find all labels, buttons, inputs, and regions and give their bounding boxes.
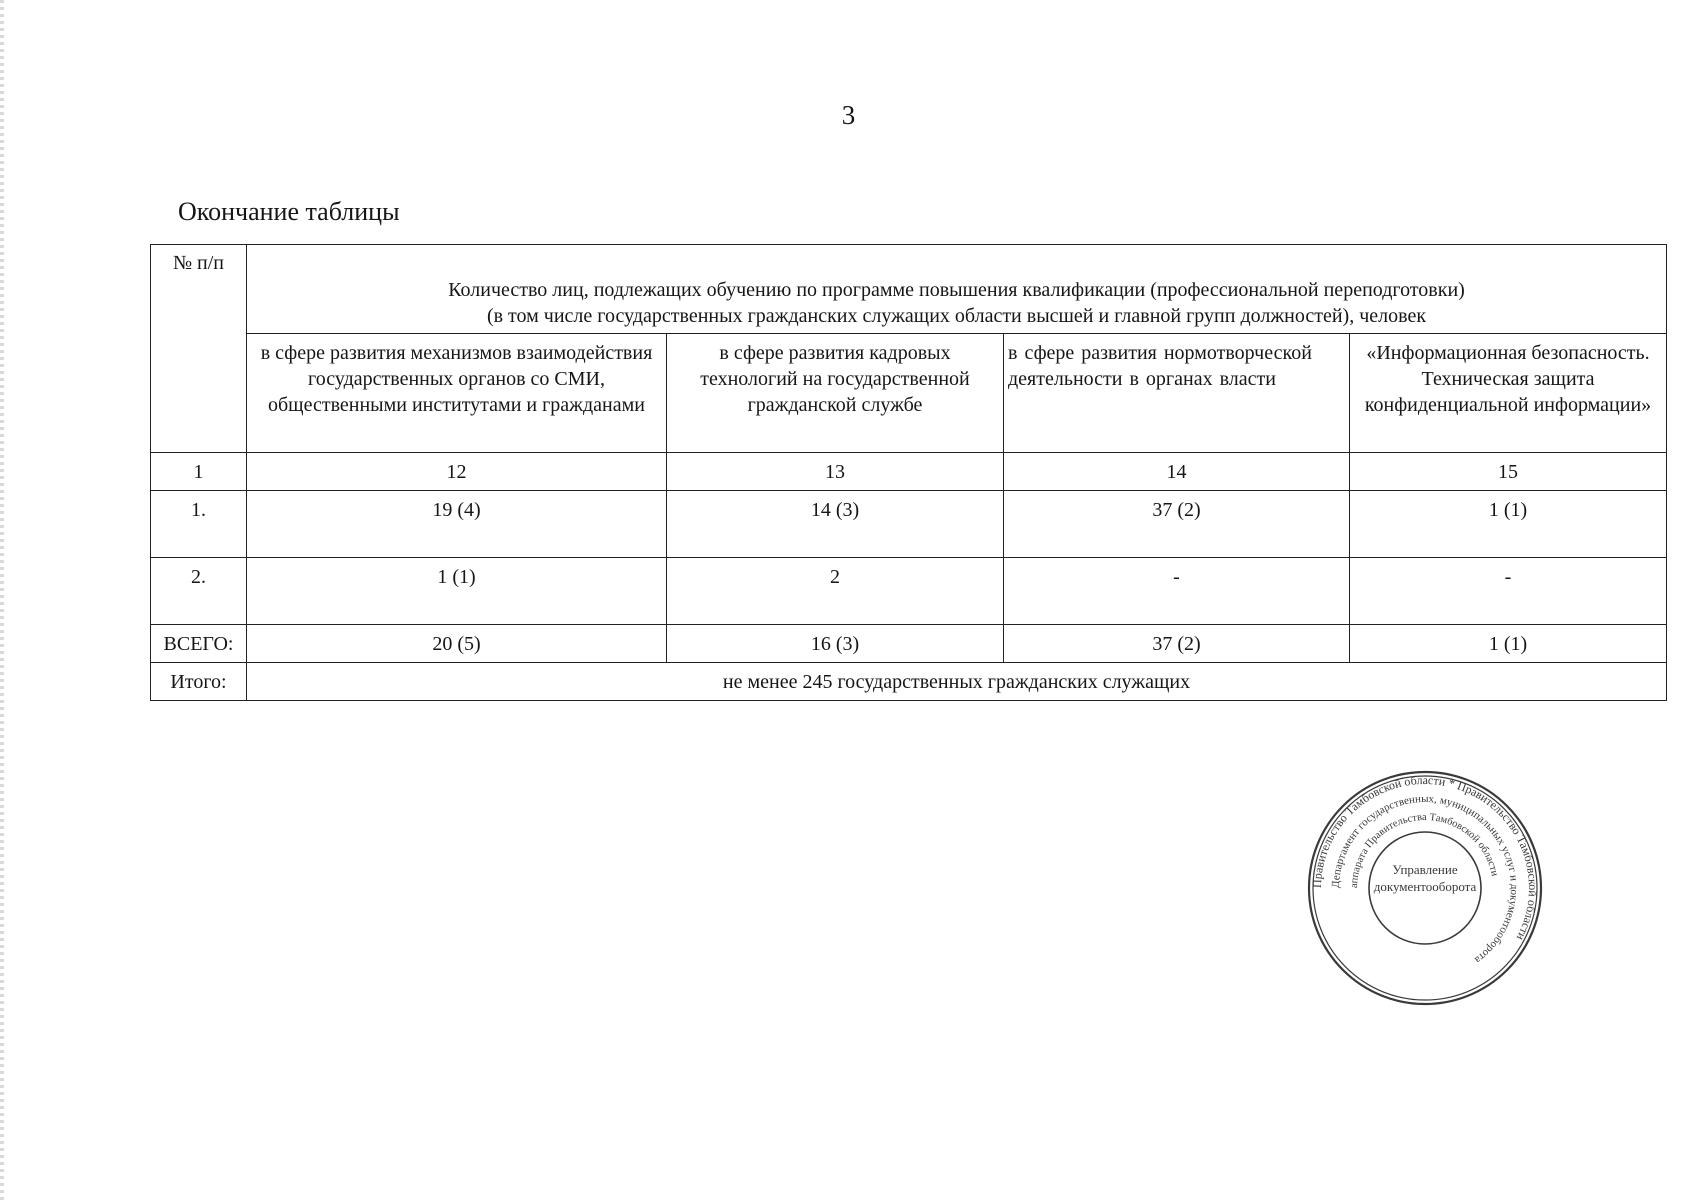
total-value: 20 (5)	[247, 625, 667, 663]
main-header-line1: Количество лиц, подлежащих обучению по программе повышения квалификации (профессиональной переподготовки)	[448, 279, 1465, 301]
total-label: ВСЕГО:	[151, 625, 247, 663]
num-header-cell	[151, 245, 247, 453]
grand-total-row	[151, 663, 1667, 701]
row-value: -	[1004, 558, 1350, 625]
seal-center-text	[1305, 861, 1545, 895]
seal-center-line1: Управление	[1392, 862, 1458, 877]
seal-middle-textpath: Департамент государственных, муниципальных услуг и документооборота	[1329, 792, 1521, 966]
total-row	[151, 625, 1667, 663]
table-row	[151, 558, 1667, 625]
subheader-col13: в сфере развития кадровых технологий на государственной гражданской службе	[667, 334, 1004, 453]
num-header: № п/п	[172, 252, 225, 274]
seal-center-line2: документооборота	[1373, 879, 1477, 894]
seal-inner-textpath: аппарата Правительства Тамбовской области	[1348, 811, 1500, 889]
column-number: 14	[1004, 453, 1350, 491]
row-value: 37 (2)	[1004, 491, 1350, 558]
training-table	[150, 244, 1667, 701]
row-label: 2.	[151, 558, 247, 625]
seal-outer-textpath: Правительство Тамбовской области * Правительство Тамбовской области	[1309, 772, 1541, 943]
main-header-line2: (в том числе государственных гражданских служащих области высшей и главной групп должностей), человек	[486, 305, 1427, 327]
grand-total-text: не менее 245 государственных гражданских служащих	[247, 663, 1667, 701]
subheader-col12: в сфере развития механизмов взаимодействия государственных органов со СМИ, общественными институтами и гражданами	[247, 334, 667, 453]
column-number-row	[151, 453, 1667, 491]
table-subheader-row	[151, 334, 1667, 453]
column-number: 13	[667, 453, 1004, 491]
row-label: 1.	[151, 491, 247, 558]
row-value: 19 (4)	[247, 491, 667, 558]
table-caption: Окончание таблицы	[178, 197, 400, 226]
grand-total-label: Итого:	[151, 663, 247, 701]
table-header-row	[151, 245, 1667, 334]
scan-edge	[0, 0, 4, 1200]
total-value: 37 (2)	[1004, 625, 1350, 663]
row-value: -	[1350, 558, 1667, 625]
total-value: 1 (1)	[1350, 625, 1667, 663]
page-number: 3	[841, 100, 856, 130]
table-row	[151, 491, 1667, 558]
subheader-col15: «Информационная безопасность. Техническая защита конфиденциальной информации»	[1350, 334, 1667, 453]
column-number: 15	[1350, 453, 1667, 491]
column-number: 1	[151, 453, 247, 491]
total-value: 16 (3)	[667, 625, 1004, 663]
subheader-col14: в сфере развития нормотворческой деятельности в органах власти	[1004, 334, 1350, 453]
main-header-cell	[247, 245, 1667, 334]
row-value: 1 (1)	[247, 558, 667, 625]
row-value: 1 (1)	[1350, 491, 1667, 558]
row-value: 2	[667, 558, 1004, 625]
column-number: 12	[247, 453, 667, 491]
row-value: 14 (3)	[667, 491, 1004, 558]
